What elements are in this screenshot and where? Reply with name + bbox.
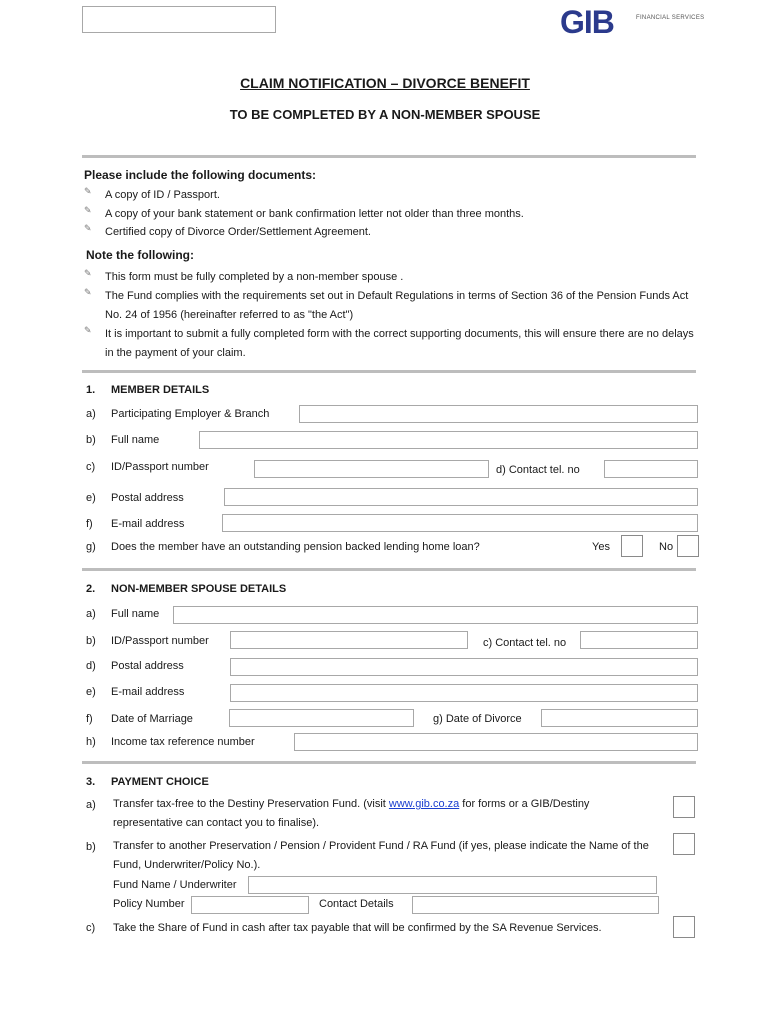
- logo-subtitle: FINANCIAL SERVICES: [636, 15, 705, 21]
- divider: [82, 568, 696, 571]
- reference-box[interactable]: [82, 6, 276, 33]
- spouse-postal-field[interactable]: [230, 658, 698, 676]
- employer-field[interactable]: [299, 405, 698, 423]
- spouse-email-field[interactable]: [230, 684, 698, 702]
- divorce-date-field[interactable]: [541, 709, 698, 727]
- section-title: MEMBER DETAILS: [111, 384, 210, 396]
- item-letter: a): [86, 608, 96, 620]
- item-letter: c): [86, 922, 96, 934]
- note-item: ✎ This form must be fully completed by a non-member spouse .: [84, 268, 404, 283]
- item-letter: b): [86, 434, 96, 446]
- divorce-date-label: g) Date of Divorce: [433, 713, 522, 725]
- bullet-icon: ✎: [84, 287, 92, 297]
- notes-heading: Note the following:: [86, 248, 194, 262]
- item-letter: a): [86, 799, 96, 811]
- note-item: ✎ The Fund complies with the requirements set out in Default Regulations in terms of Section 36 of the Pension Funds Act No. 24 of 1956 (hereinafter referred to as "the Act"): [84, 287, 689, 321]
- option-c-checkbox[interactable]: [673, 916, 695, 938]
- item-letter: g): [86, 541, 96, 553]
- policy-number-label: Policy Number: [113, 898, 185, 910]
- spouse-id-label: ID/Passport number: [111, 635, 209, 647]
- section-number: 1.: [86, 384, 96, 396]
- item-letter: f): [86, 713, 93, 725]
- item-letter: e): [86, 686, 96, 698]
- member-fullname-label: Full name: [111, 434, 160, 446]
- member-email-label: E-mail address: [111, 518, 185, 530]
- form-title: CLAIM NOTIFICATION – DIVORCE BENEFIT: [240, 75, 530, 91]
- spouse-email-label: E-mail address: [111, 686, 185, 698]
- gib-logo: [560, 4, 705, 40]
- fund-name-field[interactable]: [248, 876, 657, 894]
- document-item: ✎ A copy of your bank statement or bank confirmation letter not older than three months.: [84, 205, 524, 220]
- document-item: ✎ Certified copy of Divorce Order/Settlement Agreement.: [84, 223, 371, 238]
- form-subtitle: TO BE COMPLETED BY A NON-MEMBER SPOUSE: [229, 107, 541, 122]
- policy-number-field[interactable]: [191, 896, 309, 914]
- bullet-icon: ✎: [84, 186, 92, 196]
- item-letter: b): [86, 635, 96, 647]
- divider: [82, 370, 696, 373]
- member-email-field[interactable]: [222, 514, 698, 532]
- item-letter: f): [86, 518, 93, 530]
- item-letter: c): [86, 461, 96, 473]
- bullet-icon: ✎: [84, 205, 92, 215]
- tax-reference-field[interactable]: [294, 733, 698, 751]
- home-loan-yes-checkbox[interactable]: [621, 535, 643, 557]
- option-b-checkbox[interactable]: [673, 833, 695, 855]
- contact-details-field[interactable]: [412, 896, 659, 914]
- member-postal-label: Postal address: [111, 492, 184, 504]
- tax-reference-label: Income tax reference number: [111, 736, 255, 748]
- option-a-text: Transfer tax-free to the Destiny Preservation Fund. (visit www.gib.co.za for forms or a GIB/Destiny representative can contact you to finalise).: [113, 798, 590, 829]
- marriage-date-label: Date of Marriage: [111, 713, 193, 725]
- yes-label: Yes: [592, 541, 610, 553]
- item-letter: d): [86, 660, 96, 672]
- no-label: No: [659, 541, 674, 553]
- option-c-text: Take the Share of Fund in cash after tax payable that will be confirmed by the SA Revenue Services.: [113, 922, 602, 934]
- fund-name-label: Fund Name / Underwriter: [113, 879, 237, 891]
- document-item: ✎ A copy of ID / Passport.: [84, 186, 220, 201]
- home-loan-no-checkbox[interactable]: [677, 535, 699, 557]
- note-item: ✎ It is important to submit a fully completed form with the correct supporting documents, this will ensure there are no delays in the payment of your claim.: [84, 325, 694, 359]
- item-letter: a): [86, 408, 96, 420]
- member-contact-field[interactable]: [604, 460, 698, 478]
- spouse-contact-label: c) Contact tel. no: [483, 637, 567, 649]
- employer-label: Participating Employer & Branch: [111, 408, 270, 420]
- section-number: 3.: [86, 776, 96, 788]
- section-number: 2.: [86, 583, 96, 595]
- member-id-field[interactable]: [254, 460, 489, 478]
- bullet-icon: ✎: [84, 268, 92, 278]
- spouse-fullname-field[interactable]: [173, 606, 698, 624]
- bullet-icon: ✎: [84, 223, 92, 233]
- member-postal-field[interactable]: [224, 488, 698, 506]
- spouse-id-field[interactable]: [230, 631, 468, 649]
- item-letter: e): [86, 492, 96, 504]
- spouse-postal-label: Postal address: [111, 660, 184, 672]
- section-title: PAYMENT CHOICE: [111, 776, 209, 788]
- bullet-icon: ✎: [84, 325, 92, 335]
- svg-text:GIB: GIB: [560, 4, 614, 38]
- member-contact-label: d) Contact tel. no: [496, 464, 580, 476]
- option-b-text: Transfer to another Preservation / Pension / Provident Fund / RA Fund (if yes, please indicate the Name of the Fund, Underwriter/Policy No.).: [113, 840, 649, 871]
- home-loan-question: Does the member have an outstanding pension backed lending home loan?: [111, 541, 480, 553]
- spouse-fullname-label: Full name: [111, 608, 160, 620]
- gib-logo-mark: [560, 4, 628, 38]
- spouse-contact-field[interactable]: [580, 631, 698, 649]
- documents-heading: Please include the following documents:: [84, 168, 317, 182]
- option-a-checkbox[interactable]: [673, 796, 695, 818]
- gib-website-link[interactable]: www.gib.co.za: [388, 798, 460, 810]
- section-title: NON-MEMBER SPOUSE DETAILS: [111, 583, 287, 595]
- member-id-label: ID/Passport number: [111, 461, 209, 473]
- member-fullname-field[interactable]: [199, 431, 698, 449]
- divider: [82, 761, 696, 764]
- item-letter: b): [86, 841, 96, 853]
- marriage-date-field[interactable]: [229, 709, 414, 727]
- divider: [82, 155, 696, 158]
- contact-details-label: Contact Details: [319, 898, 394, 910]
- item-letter: h): [86, 736, 96, 748]
